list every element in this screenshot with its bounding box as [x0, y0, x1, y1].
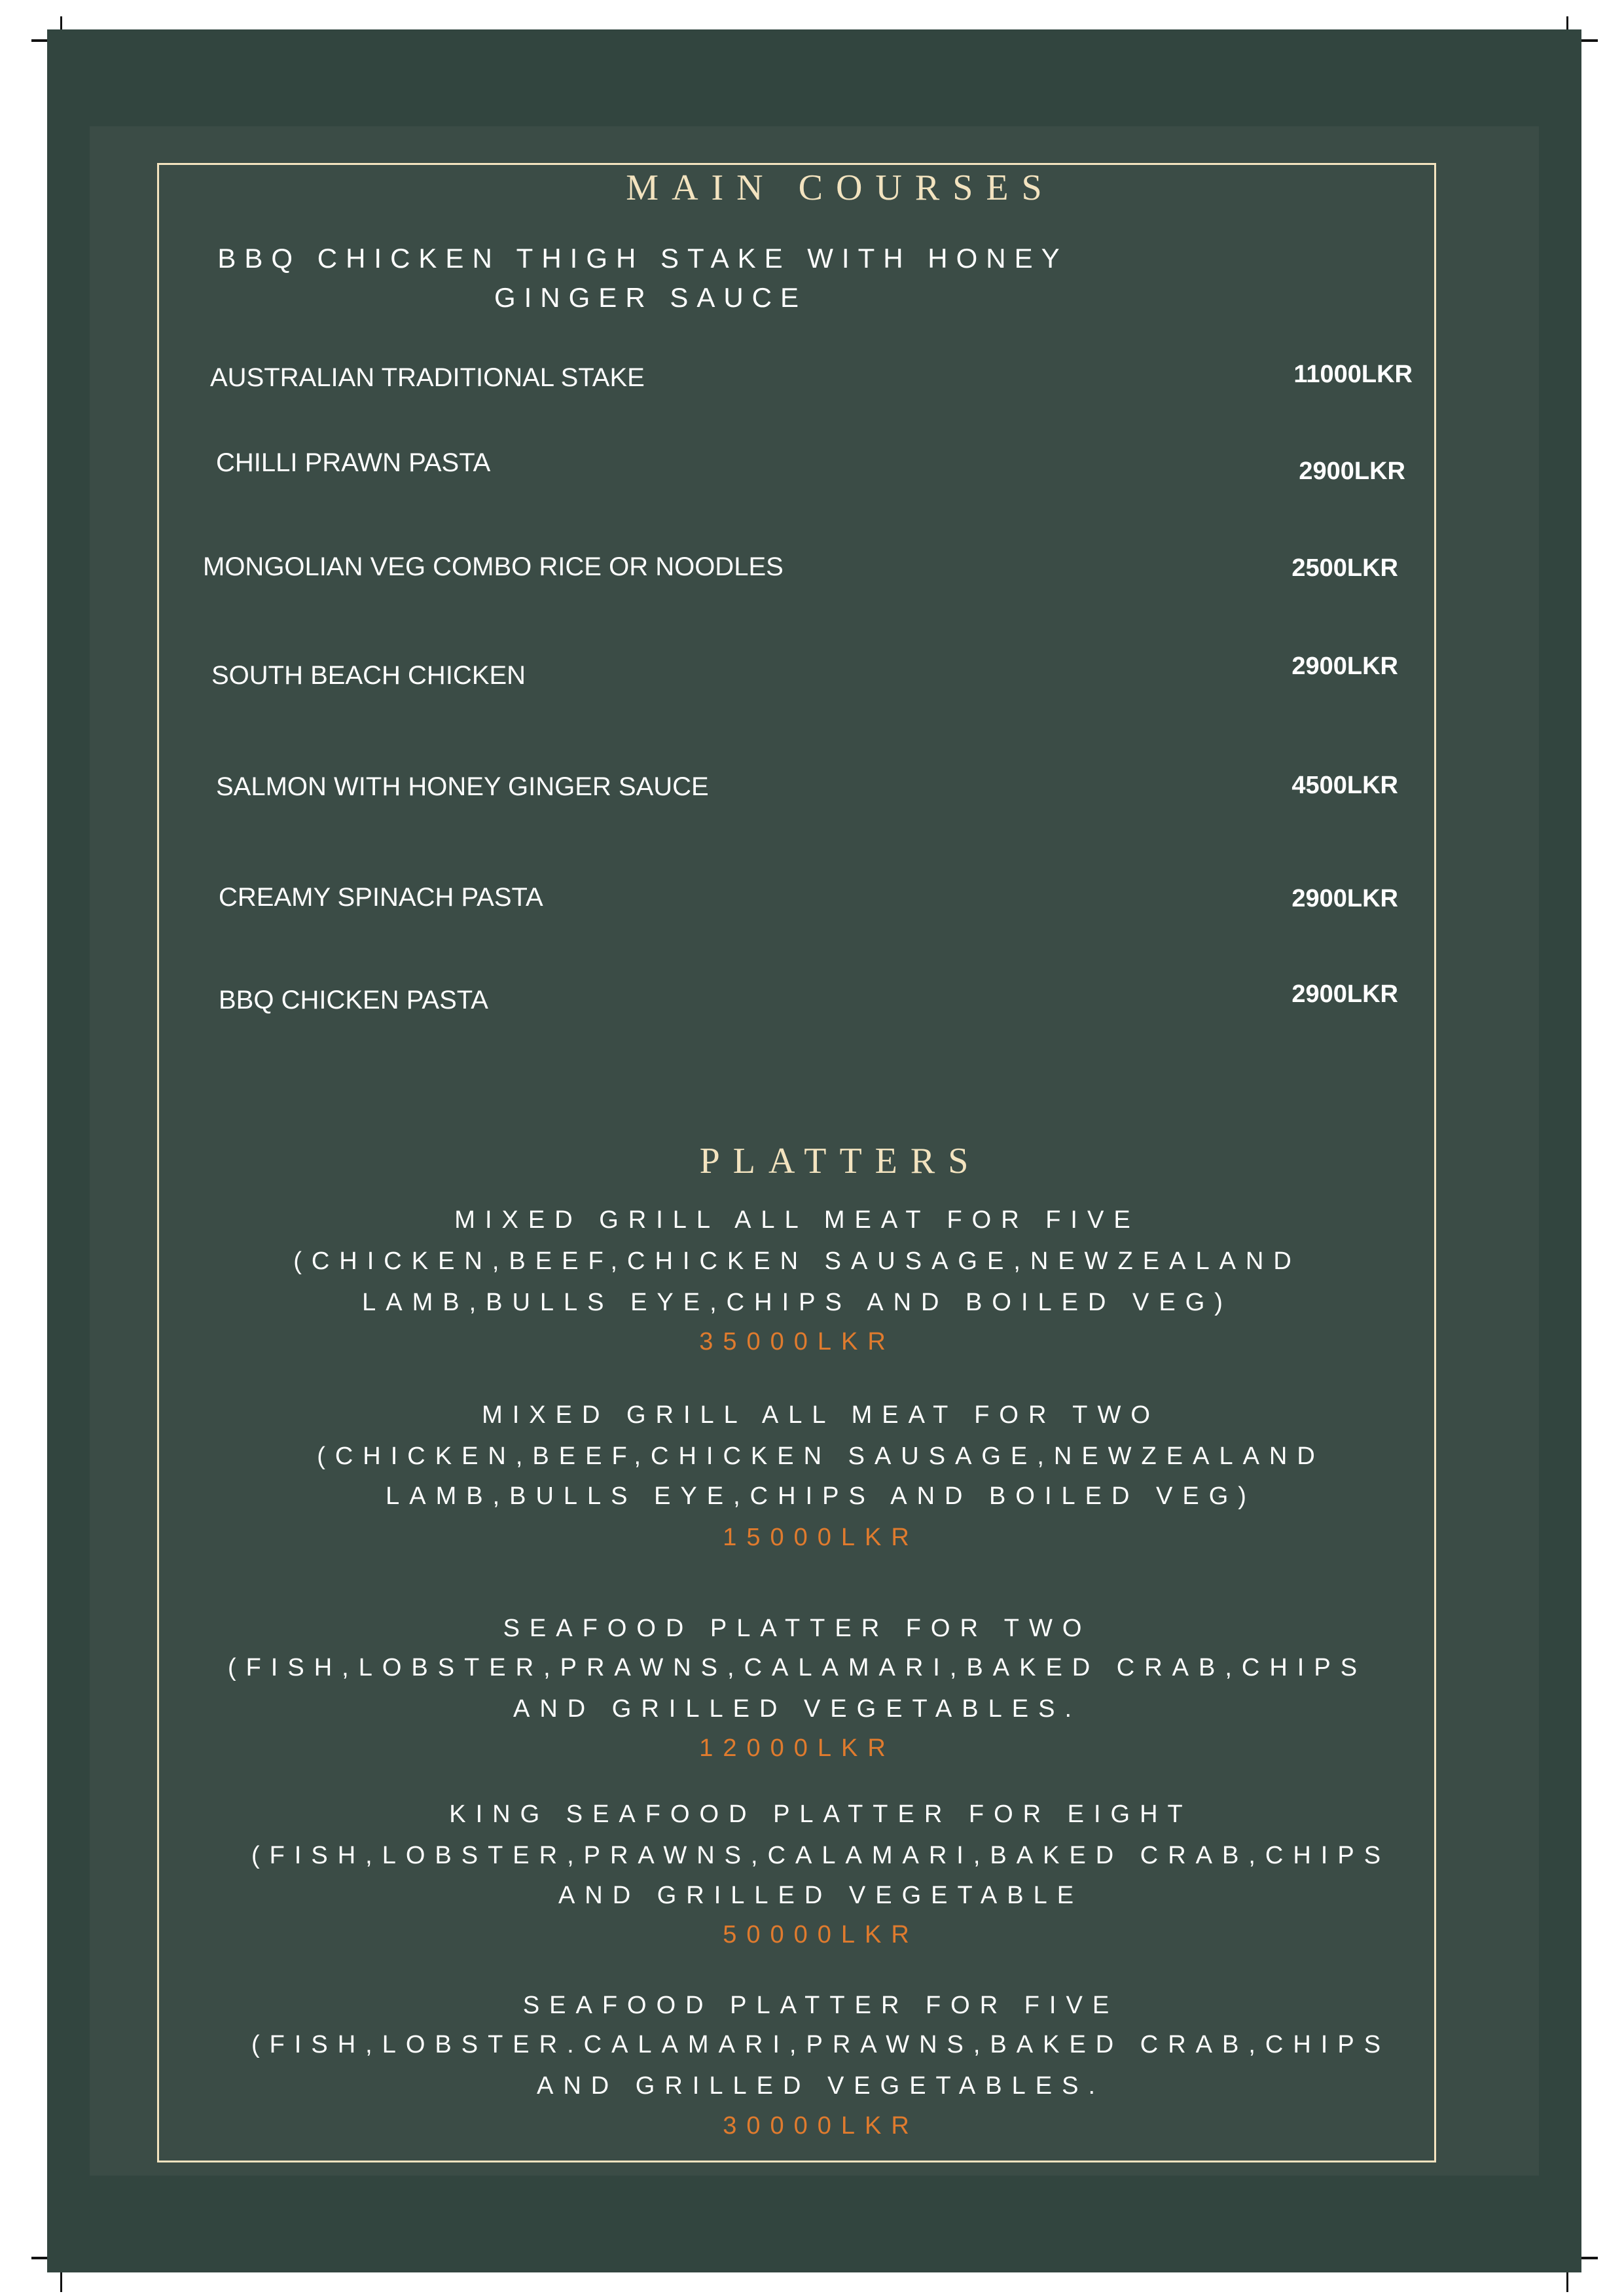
platter-description: AND GRILLED VEGETABLE: [558, 1882, 1084, 1909]
platter-description: AND GRILLED VEGETABLES.: [536, 2072, 1106, 2100]
platter-price: 15000LKR: [723, 1524, 919, 1551]
platter-price: 50000LKR: [723, 1921, 919, 1948]
menu-item-price: 11000LKR: [1293, 361, 1413, 388]
platter-title: MIXED GRILL ALL MEAT FOR TWO: [482, 1401, 1160, 1429]
platter-price: 35000LKR: [699, 1328, 895, 1355]
platter-price: 30000LKR: [723, 2112, 919, 2140]
platter-price: 12000LKR: [699, 1734, 895, 1762]
menu-item-price: 2500LKR: [1291, 554, 1398, 582]
menu-item-name: CHILLI PRAWN PASTA: [216, 448, 491, 477]
featured-dish-line-2: GINGER SAUCE: [494, 282, 808, 313]
platter-title: SEAFOOD PLATTER FOR FIVE: [522, 1992, 1119, 2019]
platter-description: (FISH,LOBSTER,PRAWNS,CALAMARI,BAKED CRAB,CHIPS: [227, 1654, 1367, 1681]
crop-mark: [1566, 2272, 1568, 2292]
platters-heading: PLATTERS: [699, 1141, 982, 1181]
platter-description: (FISH,LOBSTER,PRAWNS,CALAMARI,BAKED CRAB,CHIPS: [251, 1842, 1391, 1869]
featured-dish-line-1: BBQ CHICKEN THIGH STAKE WITH HONEY: [217, 243, 1068, 274]
platter-description: AND GRILLED VEGETABLES.: [513, 1695, 1082, 1723]
crop-mark: [1581, 39, 1598, 42]
platter-description: (FISH,LOBSTER.CALAMARI,PRAWNS,BAKED CRAB,CHIPS: [251, 2031, 1391, 2058]
platter-title: KING SEAFOOD PLATTER FOR EIGHT: [449, 1801, 1193, 1828]
menu-item-name: SOUTH BEACH CHICKEN: [211, 661, 526, 690]
menu-item-name: BBQ CHICKEN PASTA: [219, 986, 488, 1014]
crop-mark: [31, 39, 48, 42]
platter-description: (CHICKEN,BEEF,CHICKEN SAUSAGE,NEWZEALAND: [317, 1443, 1325, 1470]
menu-item-price: 2900LKR: [1291, 980, 1398, 1008]
menu-item-price: 2900LKR: [1299, 457, 1405, 485]
menu-item-price: 2900LKR: [1291, 653, 1398, 680]
menu-item-name: CREAMY SPINACH PASTA: [219, 883, 543, 912]
menu-item-price: 4500LKR: [1291, 772, 1398, 799]
platter-title: MIXED GRILL ALL MEAT FOR FIVE: [454, 1206, 1140, 1234]
crop-mark: [1581, 2257, 1598, 2259]
platter-description: (CHICKEN,BEEF,CHICKEN SAUSAGE,NEWZEALAND: [293, 1247, 1301, 1275]
main-courses-heading: MAIN COURSES: [626, 168, 1055, 208]
platter-description: LAMB,BULLS EYE,CHIPS AND BOILED VEG): [386, 1482, 1256, 1510]
crop-mark: [60, 2272, 62, 2292]
platter-description: LAMB,BULLS EYE,CHIPS AND BOILED VEG): [362, 1289, 1233, 1316]
menu-item-name: SALMON WITH HONEY GINGER SAUCE: [216, 772, 709, 801]
menu-item-name: MONGOLIAN VEG COMBO RICE OR NOODLES: [203, 552, 784, 581]
menu-item-name: AUSTRALIAN TRADITIONAL STAKE: [210, 363, 645, 392]
menu-item-price: 2900LKR: [1291, 885, 1398, 912]
platter-title: SEAFOOD PLATTER FOR TWO: [503, 1615, 1092, 1642]
crop-mark: [31, 2257, 48, 2259]
